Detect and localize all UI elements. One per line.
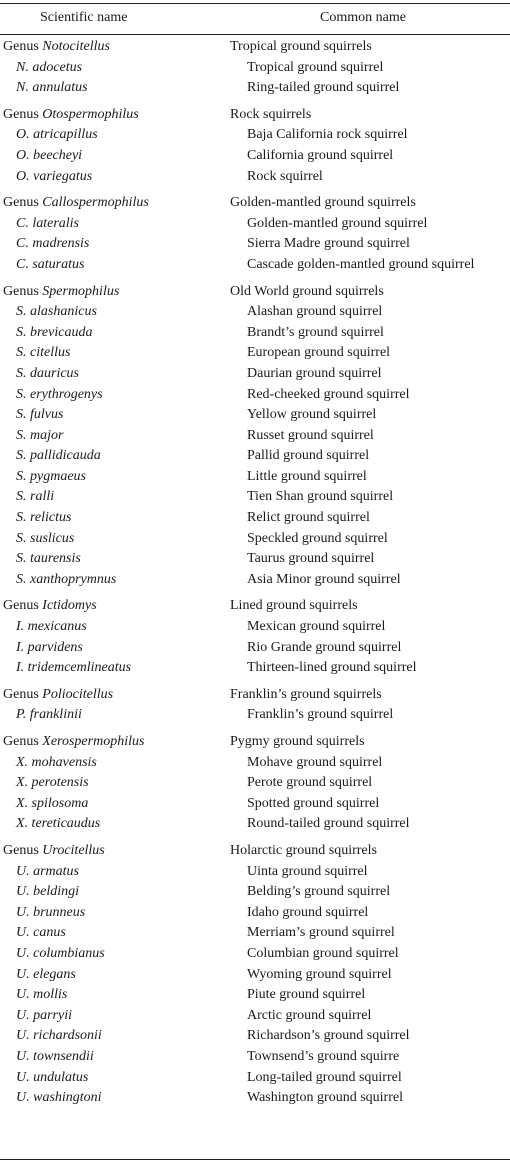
species-scientific-name: U. elegans: [16, 966, 76, 982]
species-scientific-name: N. adocetus: [16, 59, 83, 75]
species-row: [0, 773, 510, 794]
species-row: [0, 1026, 510, 1047]
genus-scientific-cell: [3, 37, 110, 58]
species-scientific-name: I. parvidens: [16, 639, 83, 655]
species-scientific-name: I. tridemcemlineatus: [16, 660, 132, 676]
species-scientific-name: O. beecheyi: [16, 147, 83, 163]
species-scientific-name: I. mexicanus: [16, 619, 87, 635]
species-row: [0, 705, 510, 726]
species-row: [0, 862, 510, 883]
species-scientific-name: S. pygmaeus: [16, 468, 86, 484]
species-common-name: Ring-tailed ground squirrel: [247, 80, 400, 96]
genus-prefix: Genus: [3, 598, 43, 614]
genus-common-name: Holarctic ground squirrels: [230, 842, 377, 858]
species-scientific-name: U. townsendii: [16, 1048, 94, 1064]
genus-prefix: Genus: [3, 842, 43, 858]
species-scientific-name: S. taurensis: [16, 551, 81, 567]
species-common-name: Washington ground squirrel: [247, 1090, 403, 1106]
species-row: [0, 1047, 510, 1068]
species-common-name: Long-tailed ground squirrel: [247, 1069, 402, 1085]
species-row: [0, 882, 510, 903]
genus-name: Otospermophilus: [42, 106, 139, 122]
genus-common-name: Lined ground squirrels: [230, 598, 358, 614]
species-row: [0, 814, 510, 835]
species-row: [0, 364, 510, 385]
genus-common-name: Golden-mantled ground squirrels: [230, 195, 416, 211]
genus-common-name: Old World ground squirrels: [230, 283, 384, 299]
species-row: [0, 302, 510, 323]
species-scientific-name: C. saturatus: [16, 256, 85, 272]
species-scientific-name: C. madrensis: [16, 236, 90, 252]
species-row: [0, 467, 510, 488]
genus-scientific-cell: [3, 282, 119, 303]
genus-scientific-cell: [3, 105, 139, 126]
genus-scientific-cell: [3, 193, 149, 214]
species-common-name: Uinta ground squirrel: [247, 863, 368, 879]
genus-prefix: Genus: [3, 106, 43, 122]
genus-prefix: Genus: [3, 283, 43, 299]
genus-row: [0, 37, 510, 58]
species-common-name: Little ground squirrel: [247, 468, 367, 484]
species-row: [0, 570, 510, 591]
table-bottom-rule: [0, 1159, 510, 1160]
genus-name: Urocitellus: [42, 842, 105, 858]
species-scientific-name: S. alashanicus: [16, 304, 97, 320]
species-common-name: Alashan ground squirrel: [247, 304, 383, 320]
species-row: [0, 658, 510, 679]
genus-scientific-cell: [3, 732, 144, 753]
species-scientific-name: U. columbianus: [16, 945, 105, 961]
species-scientific-name: U. brunneus: [16, 904, 86, 920]
species-scientific-name: S. dauricus: [16, 365, 79, 381]
table-body: [0, 37, 510, 1109]
species-common-name: Franklin’s ground squirrel: [247, 707, 394, 723]
species-scientific-name: X. spilosoma: [16, 795, 89, 811]
species-common-name: Belding’s ground squirrel: [247, 884, 391, 900]
species-row: [0, 903, 510, 924]
species-row: [0, 323, 510, 344]
species-common-name: Pallid ground squirrel: [247, 448, 370, 464]
species-common-name: Townsend’s ground squirre: [247, 1048, 400, 1064]
species-common-name: California ground squirrel: [247, 147, 394, 163]
species-common-name: Speckled ground squirrel: [247, 530, 388, 546]
genus-common-name: Rock squirrels: [230, 106, 312, 122]
genus-prefix: Genus: [3, 195, 43, 211]
genus-name: Callospermophilus: [42, 195, 149, 211]
genus-name: Xerospermophilus: [42, 734, 145, 749]
species-scientific-name: U. mollis: [16, 987, 68, 1003]
species-scientific-name: X. perotensis: [16, 775, 89, 791]
species-common-name: Richardson’s ground squirrel: [247, 1028, 410, 1044]
species-common-name: Thirteen-lined ground squirrel: [247, 660, 417, 676]
species-row: [0, 944, 510, 965]
genus-name: Spermophilus: [42, 283, 120, 299]
species-row: [0, 78, 510, 99]
species-scientific-name: X. tereticaudus: [16, 816, 101, 832]
species-row: [0, 549, 510, 570]
species-scientific-name: S. suslicus: [16, 530, 75, 546]
species-scientific-name: O. variegatus: [16, 168, 93, 184]
genus-name: Notocitellus: [42, 39, 110, 54]
genus-row: [0, 596, 510, 617]
genus-name: Ictidomys: [42, 598, 97, 614]
species-common-name: Merriam’s ground squirrel: [247, 925, 395, 941]
species-row: [0, 58, 510, 79]
genus-scientific-cell: [3, 596, 97, 617]
species-common-name: Perote ground squirrel: [247, 775, 373, 791]
species-common-name: Wyoming ground squirrel: [247, 966, 392, 982]
species-common-name: Spotted ground squirrel: [247, 795, 380, 811]
species-row: [0, 965, 510, 986]
species-scientific-name: O. atricapillus: [16, 127, 98, 143]
species-common-name: Yellow ground squirrel: [247, 407, 377, 423]
species-scientific-name: S. xanthoprymnus: [16, 571, 117, 587]
genus-prefix: Genus: [3, 734, 43, 749]
species-common-name: Rock squirrel: [247, 168, 323, 184]
species-scientific-name: X. mohavensis: [16, 754, 97, 770]
species-row: [0, 508, 510, 529]
species-scientific-name: S. pallidicauda: [16, 448, 101, 464]
header-scientific-name: Scientific name: [40, 10, 128, 25]
species-scientific-name: U. richardsonii: [16, 1028, 102, 1044]
species-row: [0, 617, 510, 638]
species-common-name: Daurian ground squirrel: [247, 365, 382, 381]
species-common-name: European ground squirrel: [247, 345, 391, 361]
header-rule: [0, 34, 510, 35]
species-common-name: Arctic ground squirrel: [247, 1007, 372, 1023]
species-common-name: Mohave ground squirrel: [247, 754, 383, 770]
species-common-name: Round-tailed ground squirrel: [247, 816, 410, 832]
species-scientific-name: U. canus: [16, 925, 66, 941]
species-row: [0, 446, 510, 467]
species-scientific-name: N. annulatus: [16, 80, 88, 96]
species-scientific-name: C. lateralis: [16, 215, 80, 231]
species-scientific-name: U. armatus: [16, 863, 80, 879]
species-common-name: Columbian ground squirrel: [247, 945, 399, 961]
species-scientific-name: U. parryii: [16, 1007, 72, 1023]
species-row: [0, 638, 510, 659]
species-scientific-name: P. franklinii: [16, 707, 82, 723]
species-row: [0, 1006, 510, 1027]
genus-common-name: Pygmy ground squirrels: [230, 734, 365, 749]
species-scientific-name: S. fulvus: [16, 407, 64, 423]
header-common-name: Common name: [320, 10, 406, 25]
species-common-name: Golden-mantled ground squirrel: [247, 215, 428, 231]
species-common-name: Red-cheeked ground squirrel: [247, 386, 410, 402]
species-scientific-name: S. erythrogenys: [16, 386, 103, 402]
species-scientific-name: U. undulatus: [16, 1069, 89, 1085]
species-common-name: Sierra Madre ground squirrel: [247, 236, 410, 252]
species-common-name: Relict ground squirrel: [247, 510, 370, 526]
genus-row: [0, 282, 510, 303]
species-scientific-name: S. ralli: [16, 489, 55, 505]
genus-scientific-cell: [3, 841, 105, 862]
species-common-name: Cascade golden-mantled ground squirrel: [247, 256, 475, 272]
species-scientific-name: S. brevicauda: [16, 324, 93, 340]
genus-common-name: Tropical ground squirrels: [230, 39, 372, 54]
species-common-name: Russet ground squirrel: [247, 427, 374, 443]
genus-prefix: Genus: [3, 39, 43, 54]
species-common-name: Tien Shan ground squirrel: [247, 489, 394, 505]
species-scientific-name: S. major: [16, 427, 64, 443]
species-common-name: Idaho ground squirrel: [247, 904, 369, 920]
species-scientific-name: U. washingtoni: [16, 1090, 102, 1106]
species-scientific-name: S. relictus: [16, 510, 72, 526]
species-row: [0, 1088, 510, 1109]
genus-common-name: Franklin’s ground squirrels: [230, 686, 382, 702]
species-row: [0, 487, 510, 508]
species-row: [0, 146, 510, 167]
species-row: [0, 234, 510, 255]
species-common-name: Taurus ground squirrel: [247, 551, 375, 567]
genus-row: [0, 193, 510, 214]
species-row: [0, 214, 510, 235]
genus-row: [0, 732, 510, 753]
species-scientific-name: U. beldingi: [16, 884, 79, 900]
species-row: [0, 794, 510, 815]
species-row: [0, 125, 510, 146]
species-row: [0, 985, 510, 1006]
species-common-name: Brandt’s ground squirrel: [247, 324, 384, 340]
species-scientific-name: S. citellus: [16, 345, 71, 361]
genus-row: [0, 685, 510, 706]
genus-name: Poliocitellus: [42, 686, 114, 702]
species-row: [0, 167, 510, 188]
species-row: [0, 426, 510, 447]
species-common-name: Baja California rock squirrel: [247, 127, 408, 143]
species-common-name: Rio Grande ground squirrel: [247, 639, 402, 655]
species-common-name: Mexican ground squirrel: [247, 619, 386, 635]
species-row: [0, 753, 510, 774]
genus-prefix: Genus: [3, 686, 43, 702]
table-top-rule: [0, 3, 510, 4]
species-row: [0, 385, 510, 406]
genus-row: [0, 841, 510, 862]
species-row: [0, 923, 510, 944]
species-common-name: Piute ground squirrel: [247, 987, 366, 1003]
species-row: [0, 255, 510, 276]
species-common-name: Asia Minor ground squirrel: [247, 571, 401, 587]
species-common-name: Tropical ground squirrel: [247, 59, 384, 75]
species-row: [0, 1068, 510, 1089]
genus-scientific-cell: [3, 685, 113, 706]
species-row: [0, 405, 510, 426]
genus-row: [0, 105, 510, 126]
species-row: [0, 529, 510, 550]
species-row: [0, 343, 510, 364]
